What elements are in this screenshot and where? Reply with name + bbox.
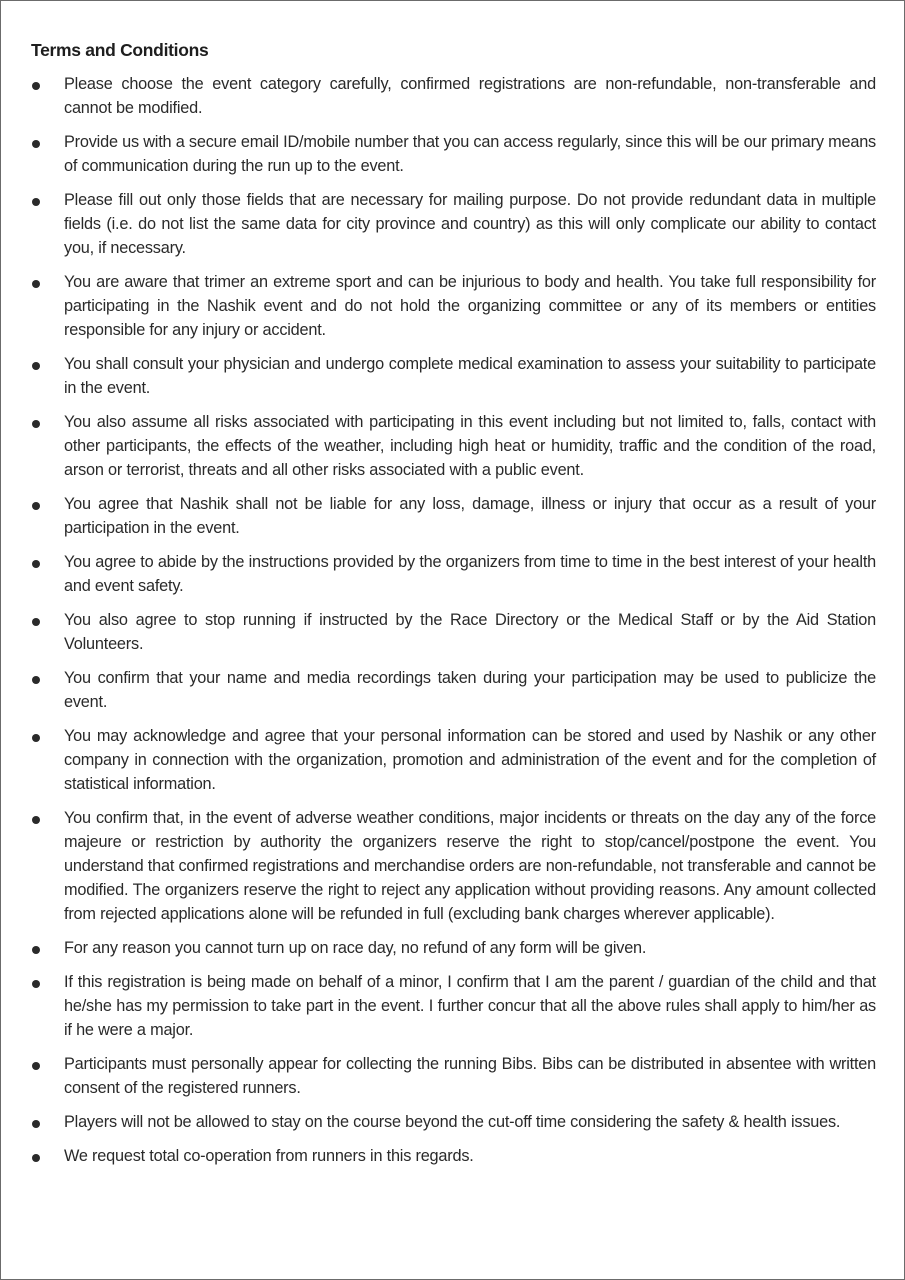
term-item: [31, 72, 876, 120]
term-item: [31, 1052, 876, 1100]
term-item: [31, 492, 876, 540]
term-text: You confirm that, in the event of adverse weather conditions, major incidents or threats on the day any of the force majeure or restriction by authority the organizers reserve the right to stop/cancel/postpone the event. You understand that confirmed registrations and merchandise orders are non-refundable, not transferable and cannot be modified. The organizers reserve the right to reject any application without providing reasons. Any amount collected from rejected applications alone will be refunded in full (excluding bank charges wherever applicable).: [64, 809, 876, 923]
term-item: [31, 608, 876, 656]
bullet-icon: [32, 560, 40, 568]
bullet-icon: [32, 980, 40, 988]
term-text: We request total co-operation from runners in this regards.: [64, 1147, 474, 1165]
term-text: If this registration is being made on behalf of a minor, I confirm that I am the parent / guardian of the child and that he/she has my permission to take part in the event. I further concur that all the above rules shall apply to him/her as if he were a major.: [64, 973, 876, 1039]
bullet-icon: [32, 502, 40, 510]
document-title: Terms and Conditions: [31, 40, 209, 60]
bullet-icon: [32, 1154, 40, 1162]
term-item: [31, 270, 876, 342]
term-text: You agree that Nashik shall not be liable for any loss, damage, illness or injury that occur as a result of your participation in the event.: [64, 495, 876, 537]
term-text: You agree to abide by the instructions provided by the organizers from time to time in the best interest of your health and event safety.: [64, 553, 876, 595]
term-text: You confirm that your name and media recordings taken during your participation may be used to publicize the event.: [64, 669, 876, 711]
term-item: [31, 1110, 876, 1134]
term-item: [31, 410, 876, 482]
term-item: [31, 352, 876, 400]
term-item: [31, 188, 876, 260]
bullet-icon: [32, 676, 40, 684]
document-content: [31, 38, 876, 1178]
bullet-icon: [32, 362, 40, 370]
bullet-icon: [32, 82, 40, 90]
term-text: Participants must personally appear for collecting the running Bibs. Bibs can be distributed in absentee with written consent of the registered runners.: [64, 1055, 876, 1097]
bullet-icon: [32, 1120, 40, 1128]
bullet-icon: [32, 1062, 40, 1070]
term-item: [31, 666, 876, 714]
term-text: You are aware that trimer an extreme sport and can be injurious to body and health. You take full responsibility for participating in the Nashik event and do not hold the organizing committee or any of its members or entities responsible for any injury or accident.: [64, 273, 876, 339]
term-text: For any reason you cannot turn up on race day, no refund of any form will be given.: [64, 939, 647, 957]
bullet-icon: [32, 734, 40, 742]
term-item: [31, 806, 876, 926]
term-text: You shall consult your physician and undergo complete medical examination to assess your suitability to participate in the event.: [64, 355, 876, 397]
bullet-icon: [32, 420, 40, 428]
term-text: You also agree to stop running if instructed by the Race Directory or the Medical Staff or by the Aid Station Volunteers.: [64, 611, 876, 653]
bullet-icon: [32, 946, 40, 954]
term-text: Please choose the event category carefully, confirmed registrations are non-refundable, non-transferable and cannot be modified.: [64, 75, 876, 117]
bullet-icon: [32, 280, 40, 288]
bullet-icon: [32, 816, 40, 824]
terms-list: [31, 72, 876, 1168]
term-item: [31, 550, 876, 598]
term-text: Please fill out only those fields that are necessary for mailing purpose. Do not provide redundant data in multiple fields (i.e. do not list the same data for city province and country) as this will only complicate our ability to contact you, if necessary.: [64, 191, 876, 257]
bullet-icon: [32, 618, 40, 626]
term-item: [31, 936, 876, 960]
term-item: [31, 1144, 876, 1168]
term-text: You also assume all risks associated with participating in this event including but not limited to, falls, contact with other participants, the effects of the weather, including high heat or humidity, traffic and the condition of the road, arson or terrorist, threats and all other risks associated with a public event.: [64, 413, 876, 479]
term-item: [31, 970, 876, 1042]
bullet-icon: [32, 140, 40, 148]
term-text: Players will not be allowed to stay on the course beyond the cut-off time considering the safety & health issues.: [64, 1113, 841, 1131]
term-item: [31, 130, 876, 178]
bullet-icon: [32, 198, 40, 206]
term-item: [31, 724, 876, 796]
term-text: You may acknowledge and agree that your personal information can be stored and used by Nashik or any other company in connection with the organization, promotion and administration of the event and for the completion of statistical information.: [64, 727, 876, 793]
term-text: Provide us with a secure email ID/mobile number that you can access regularly, since this will be our primary means of communication during the run up to the event.: [64, 133, 876, 175]
